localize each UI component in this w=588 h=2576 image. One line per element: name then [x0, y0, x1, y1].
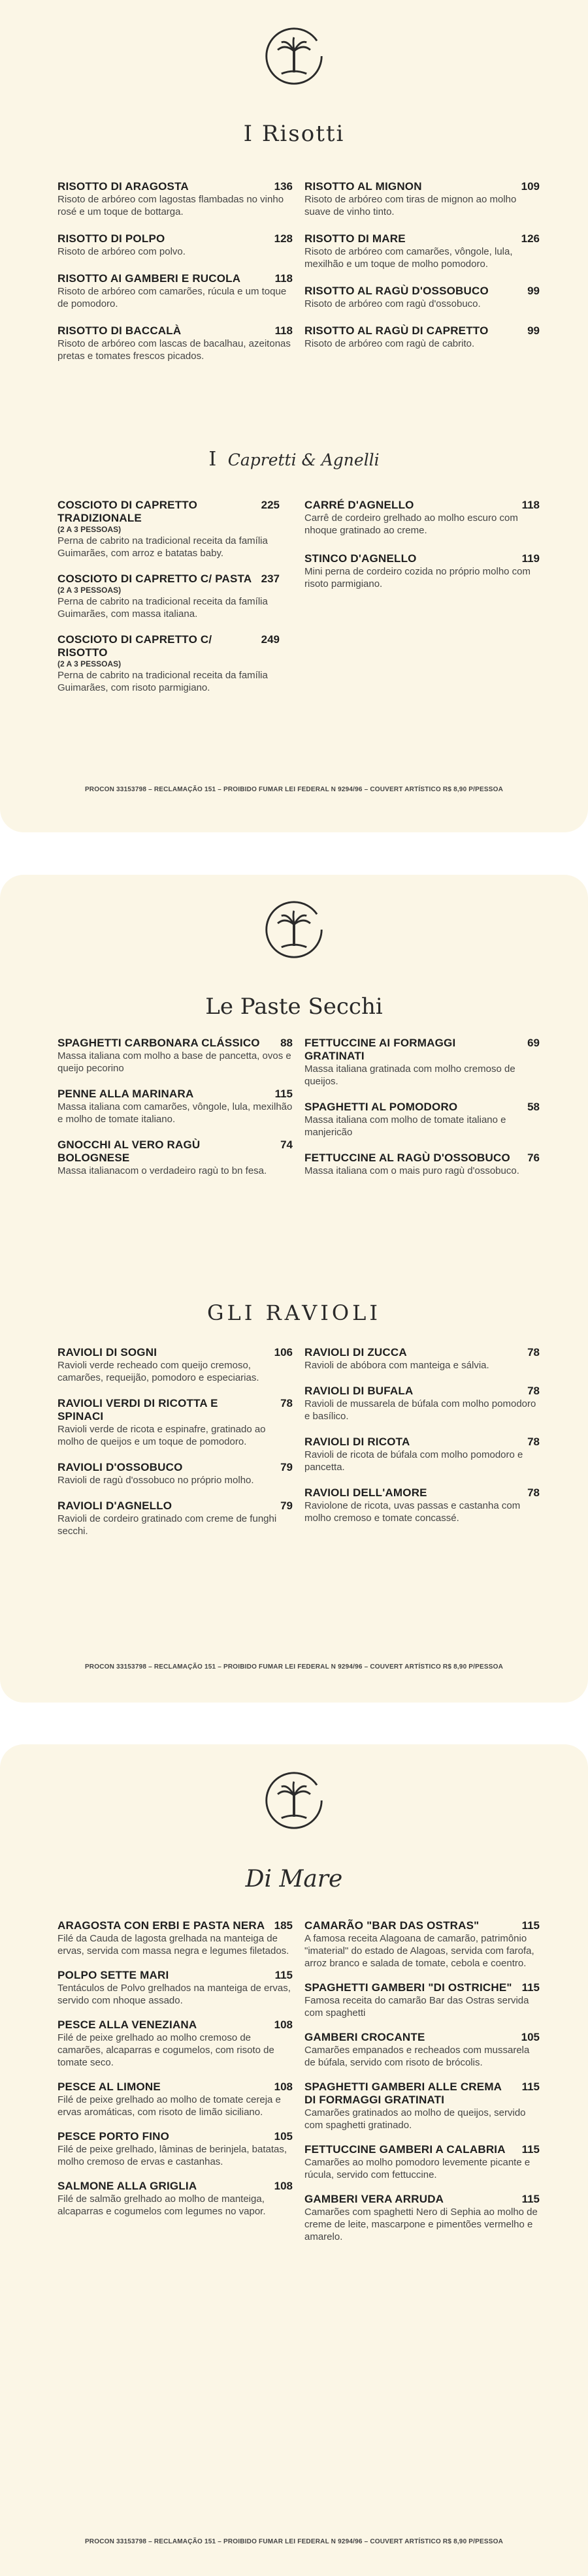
menu-item-price: 126 — [521, 232, 540, 245]
menu-item-name: RAVIOLI DI BUFALA — [304, 1385, 414, 1397]
menu-item-description: Risoto de arbóreo com ragù d'ossobuco. — [304, 298, 481, 309]
menu-item-header — [57, 1461, 293, 1474]
menu-item-serving-size: (2 A 3 PESSOAS) — [57, 586, 122, 595]
mare-left-column — [57, 1919, 293, 2229]
capretti-title-prefix: I — [208, 448, 217, 471]
menu-item-name: SPAGHETTI CARBONARA CLÁSSICO — [57, 1037, 260, 1049]
menu-item-price: 115 — [521, 2081, 540, 2093]
menu-item-header — [304, 2031, 540, 2044]
menu-item-price: 58 — [527, 1101, 540, 1113]
menu-item-description: A famosa receita Alagoana de camarão, patrimônio "imaterial" do estado de Alagoas, servida com farofa, arroz branco e salada de tomate, cebola e coentro. — [304, 1933, 534, 1969]
menu-item-description: Ravioli verde recheado com queijo cremoso, camarões, requeijão, pomodoro e especiarias. — [57, 1360, 259, 1383]
menu-item — [304, 1486, 540, 1524]
menu-item-name: SPAGHETTI GAMBERI ALLE CREMA DI FORMAGGI GRATINATI — [304, 2081, 502, 2106]
menu-item-header — [304, 499, 540, 512]
menu-item-description: Risoto de arbóreo com lascas de bacalhau, azeitonas pretas e tomates frescos picados. — [57, 338, 291, 362]
menu-item — [304, 285, 540, 310]
menu-item-price: 106 — [274, 1346, 293, 1359]
menu-item-description: Mini perna de cordeiro cozida no próprio molho com risoto parmigiano. — [304, 566, 531, 589]
menu-item-price: 78 — [527, 1346, 540, 1359]
menu-item-header — [57, 1397, 293, 1423]
menu-item-description: Filé da Cauda de lagosta grelhada na manteiga de ervas, servida com massa negra e legumes filetados. — [57, 1933, 289, 1956]
menu-item-price: 79 — [280, 1461, 293, 1473]
paste-left-column — [57, 1037, 293, 1190]
menu-item-header — [57, 2018, 293, 2032]
menu-item-price: 88 — [280, 1037, 293, 1049]
menu-item-description: Camarões empanados e recheados com mussarela de búfala, servido com risoto de brócolis. — [304, 2045, 530, 2068]
menu-item — [57, 2018, 293, 2069]
capretti-title-script: Capretti & Agnelli — [227, 450, 380, 469]
menu-item-name: STINCO D'AGNELLO — [304, 552, 417, 565]
menu-item-header — [57, 2130, 293, 2143]
menu-item-price: 78 — [527, 1436, 540, 1448]
section-title-paste: Le Paste Secchi — [205, 994, 383, 1020]
menu-item-price: 115 — [521, 1919, 540, 1932]
menu-item-header — [304, 232, 540, 245]
menu-item — [57, 272, 293, 310]
menu-item-name: CAMARÃO "BAR DAS OSTRAS" — [304, 1919, 480, 1932]
menu-item-name: SPAGHETTI GAMBERI "DI OSTRICHE" — [304, 1981, 512, 1994]
ravioli-left-column — [57, 1346, 293, 1550]
menu-item-description: Ravioli de ragù d'ossobuco no próprio molho. — [57, 1475, 254, 1486]
menu-item-name: RISOTTO DI BACCALÀ — [57, 324, 182, 337]
menu-item-price: 108 — [274, 2180, 293, 2192]
menu-item-description: Filé de peixe grelhado ao molho cremoso de camarões, alcaparras e cogumelos, com risoto de tomate seco. — [57, 2032, 274, 2068]
menu-item-header — [304, 2193, 540, 2206]
menu-item-price: 99 — [527, 324, 540, 337]
menu-item-name: RISOTTO AI GAMBERI E RUCOLA — [57, 272, 241, 285]
menu-item-price: 225 — [261, 499, 280, 511]
menu-item-description: Camarões ao molho pomodoro levemente picante e rúcula, servido com fettuccine. — [304, 2157, 531, 2180]
menu-item — [57, 1500, 293, 1537]
risotti-right-column — [304, 180, 540, 364]
palm-tree-logo-icon — [263, 1769, 325, 1832]
menu-item-header — [57, 499, 280, 525]
menu-item — [304, 552, 540, 590]
menu-item-price: 118 — [274, 272, 293, 285]
menu-item-name: RISOTTO AL RAGÙ D'OSSOBUCO — [304, 285, 489, 297]
menu-item — [304, 180, 540, 218]
menu-item-header — [304, 324, 540, 338]
menu-item-name: FETTUCCINE AL RAGÙ D'OSSOBUCO — [304, 1152, 510, 1164]
menu-item — [57, 1037, 293, 1075]
menu-item-description: Filé de peixe grelhado, lâminas de berinjela, batatas, molho cremoso de ervas e castanhas. — [57, 2144, 287, 2167]
menu-item-header — [304, 1486, 540, 1500]
menu-item-header — [57, 180, 293, 193]
menu-item-price: 115 — [274, 1969, 293, 1981]
menu-item-price: 249 — [261, 633, 280, 646]
menu-item — [304, 1436, 540, 1473]
menu-item-description: Camarões com spaghetti Nero di Sephia ao molho de creme de leite, mascarpone e pimentões vermelho e amarelo. — [304, 2207, 538, 2242]
menu-page-risotti — [0, 0, 588, 832]
menu-item-price: 115 — [521, 1981, 540, 1994]
menu-item-name: RISOTTO DI POLPO — [57, 232, 165, 245]
capretti-left-column — [57, 499, 280, 707]
menu-item-name: POLPO SETTE MARI — [57, 1969, 169, 1981]
menu-item — [57, 2180, 293, 2218]
menu-item-header — [57, 1139, 293, 1165]
menu-item-price: 105 — [274, 2130, 293, 2143]
menu-item-description: Risoto de arbóreo com camarões, rúcula e um toque de pomodoro. — [57, 286, 287, 309]
menu-item-description: Risoto de arbóreo com tiras de mignon ao molho suave de vinho tinto. — [304, 194, 517, 217]
menu-item — [304, 1152, 540, 1177]
paste-right-column — [304, 1037, 540, 1190]
menu-item-description: Perna de cabrito na tradicional receita da família Guimarães, com risoto parmigiano. — [57, 670, 268, 693]
menu-item-name: COSCIOTO DI CAPRETTO C/ PASTA — [57, 573, 252, 585]
menu-item-price: 136 — [274, 180, 293, 193]
menu-item-name: RAVIOLI D'AGNELLO — [57, 1500, 172, 1512]
menu-item — [304, 2193, 540, 2243]
menu-item-name: FETTUCCINE GAMBERI A CALABRIA — [304, 2143, 506, 2156]
menu-item — [304, 232, 540, 270]
menu-item — [304, 2031, 540, 2069]
menu-item-description: Massa italianacom o verdadeiro ragù to bn fesa. — [57, 1165, 267, 1176]
menu-item — [304, 2081, 540, 2131]
menu-item-description: Camarões gratinados ao molho de queijos, servido com spaghetti gratinado. — [304, 2107, 526, 2131]
menu-item-price: 185 — [274, 1919, 293, 1932]
menu-item-name: RISOTTO DI MARE — [304, 232, 406, 245]
menu-item-header — [57, 2081, 293, 2094]
menu-item-header — [57, 633, 280, 659]
menu-item-header — [304, 1385, 540, 1398]
menu-item-name: CARRÉ D'AGNELLO — [304, 499, 414, 511]
menu-item-price: 115 — [274, 1088, 293, 1100]
menu-item-price: 128 — [274, 232, 293, 245]
menu-item-name: GAMBERI CROCANTE — [304, 2031, 425, 2043]
menu-item-header — [57, 573, 280, 586]
menu-item — [57, 232, 293, 258]
menu-item-price: 78 — [527, 1486, 540, 1499]
menu-item — [304, 499, 540, 537]
menu-item-name: ARAGOSTA CON ERBI E PASTA NERA — [57, 1919, 265, 1932]
menu-item-description: Perna de cabrito na tradicional receita da família Guimarães, com massa italiana. — [57, 596, 268, 620]
menu-item-header — [57, 1037, 293, 1050]
menu-item — [57, 1346, 293, 1384]
menu-item-price: 78 — [527, 1385, 540, 1397]
menu-item — [304, 1919, 540, 1970]
menu-item-header — [304, 1152, 540, 1165]
menu-item-price: 76 — [527, 1152, 540, 1164]
menu-item-name: RAVIOLI DI RICOTA — [304, 1436, 410, 1448]
menu-item — [304, 2143, 540, 2181]
menu-item — [304, 1346, 540, 1372]
menu-item-header — [304, 1436, 540, 1449]
menu-item-price: 108 — [274, 2081, 293, 2093]
page-footer: PROCON 33153798 – RECLAMAÇÃO 151 – PROIBIDO FUMAR LEI FEDERAL N 9294/96 – COUVERT ARTÍSTICO R$ 8,90 P/PESSOA — [84, 1663, 504, 1671]
menu-item — [57, 499, 280, 559]
menu-item-description: Risoto de arbóreo com camarões, vôngole, lula, mexilhão e um toque de molho pomodoro. — [304, 246, 513, 270]
menu-item — [57, 1919, 293, 1957]
menu-item-header — [57, 1088, 293, 1101]
menu-item-header — [57, 324, 293, 338]
ravioli-right-column — [304, 1346, 540, 1537]
menu-item-price: 108 — [274, 2018, 293, 2031]
menu-item-description: Massa italiana com molho de tomate italiano e manjericão — [304, 1114, 506, 1138]
menu-item — [304, 1037, 540, 1088]
menu-item-description: Ravioli de mussarela de búfala com molho pomodoro e basílico. — [304, 1398, 536, 1422]
menu-item-header — [304, 180, 540, 193]
palm-tree-logo-icon — [263, 25, 325, 87]
page-footer: PROCON 33153798 – RECLAMAÇÃO 151 – PROIBIDO FUMAR LEI FEDERAL N 9294/96 – COUVERT ARTÍSTICO R$ 8,90 P/PESSOA — [84, 2538, 504, 2545]
capretti-right-column — [304, 499, 540, 606]
menu-item — [304, 1981, 540, 2019]
menu-item-header — [57, 1969, 293, 1982]
menu-item-price: 118 — [274, 324, 293, 337]
menu-item-name: PESCE AL LIMONE — [57, 2081, 161, 2093]
menu-item-header — [57, 232, 293, 245]
menu-item — [57, 1397, 293, 1448]
section-title-risotti: I Risotti — [243, 121, 345, 147]
menu-item — [57, 633, 280, 694]
menu-item-header — [304, 1981, 540, 1994]
menu-item-price: 115 — [521, 2143, 540, 2156]
menu-item-header — [304, 1346, 540, 1359]
section-title-mare: Di Mare — [245, 1866, 343, 1893]
menu-item-name: RAVIOLI DI ZUCCA — [304, 1346, 407, 1359]
menu-item-price: 99 — [527, 285, 540, 297]
menu-item — [57, 1139, 293, 1177]
menu-item-name: SPAGHETTI AL POMODORO — [304, 1101, 458, 1113]
menu-item — [57, 2081, 293, 2118]
menu-item-name: FETTUCCINE AI FORMAGGI GRATINATI — [304, 1037, 456, 1062]
menu-item-description: Risoto de arbóreo com ragù de cabrito. — [304, 338, 475, 349]
menu-item-price: 74 — [280, 1139, 293, 1151]
menu-item-price: 237 — [261, 573, 280, 585]
menu-item — [57, 1088, 293, 1125]
menu-item-description: Perna de cabrito na tradicional receita da família Guimarães, com arroz e batatas baby. — [57, 535, 268, 559]
menu-item-name: COSCIOTO DI CAPRETTO C/ RISOTTO — [57, 633, 212, 659]
menu-item-header — [57, 1919, 293, 1932]
menu-item-name: SALMONE ALLA GRIGLIA — [57, 2180, 197, 2192]
menu-item-description: Tentáculos de Polvo grelhados na manteiga de ervas, servido com nhoque assado. — [57, 1983, 291, 2006]
menu-item-header — [57, 1500, 293, 1513]
menu-item-header — [304, 1919, 540, 1932]
menu-item — [57, 1969, 293, 2007]
menu-item-name: PESCE PORTO FINO — [57, 2130, 170, 2143]
menu-item — [304, 1385, 540, 1422]
menu-item-header — [57, 272, 293, 285]
menu-item — [57, 2130, 293, 2168]
menu-item-description: Famosa receita do camarão Bar das Ostras servida com spaghetti — [304, 1995, 529, 2018]
menu-item-header — [304, 1101, 540, 1114]
menu-item-description: Ravioli de cordeiro gratinado com creme de funghi secchi. — [57, 1513, 277, 1537]
menu-item-name: RAVIOLI D'OSSOBUCO — [57, 1461, 183, 1473]
menu-item-price: 119 — [521, 552, 540, 565]
menu-item-price: 79 — [280, 1500, 293, 1512]
menu-item-header — [57, 1346, 293, 1359]
menu-item-name: RAVIOLI DI SOGNI — [57, 1346, 157, 1359]
menu-item-description: Raviolone de ricota, uvas passas e castanha com molho cremoso e tomate concassé. — [304, 1500, 521, 1524]
menu-item-name: GNOCCHI AL VERO RAGÙ BOLOGNESE — [57, 1139, 201, 1164]
section-title-capretti — [0, 448, 588, 471]
menu-item — [304, 1101, 540, 1139]
menu-item-price: 69 — [527, 1037, 540, 1049]
menu-item-price: 118 — [521, 499, 540, 511]
section-title-ravioli: GLI RAVIOLI — [206, 1300, 382, 1325]
menu-item — [57, 180, 293, 218]
menu-item-name: RISOTTO AL RAGÙ DI CAPRETTO — [304, 324, 489, 337]
risotti-left-column — [57, 180, 293, 377]
menu-item-description: Massa italiana gratinada com molho cremoso de queijos. — [304, 1063, 515, 1087]
menu-item-header — [304, 2081, 540, 2107]
menu-item-description: Filé de salmão grelhado ao molho de manteiga, alcaparras e cogumelos com legumes no vapor. — [57, 2193, 266, 2217]
menu-item — [57, 573, 280, 620]
mare-right-column — [304, 1919, 540, 2255]
palm-tree-logo-icon — [263, 898, 325, 961]
menu-item-description: Risoto de arbóreo com polvo. — [57, 246, 186, 257]
menu-item-price: 109 — [521, 180, 540, 193]
menu-item-name: RAVIOLI VERDI DI RICOTTA E SPINACI — [57, 1397, 218, 1422]
menu-item-description: Ravioli verde de ricota e espinafre, gratinado ao molho de queijos e um toque de pomodoro. — [57, 1424, 266, 1447]
menu-item-description: Massa italiana com molho a base de pancetta, ovos e queijo pecorino — [57, 1050, 291, 1074]
menu-item — [304, 324, 540, 350]
menu-page-paste — [0, 875, 588, 1703]
menu-item-name: COSCIOTO DI CAPRETTO TRADIZIONALE — [57, 499, 198, 524]
menu-item-name: RAVIOLI DELL'AMORE — [304, 1486, 427, 1499]
menu-item-header — [304, 1037, 540, 1063]
menu-item-description: Filé de peixe grelhado ao molho de tomate cereja e ervas aromáticas, com risoto de limão siciliano. — [57, 2094, 281, 2118]
menu-item-description: Risoto de arbóreo com lagostas flambadas no vinho rosé e um toque de bottarga. — [57, 194, 284, 217]
menu-item-header — [304, 552, 540, 565]
menu-item-description: Massa italiana com camarões, vôngole, lula, mexilhão e molho de tomate italiano. — [57, 1101, 293, 1125]
menu-item-serving-size: (2 A 3 PESSOAS) — [57, 525, 122, 534]
menu-item-name: GAMBERI VERA ARRUDA — [304, 2193, 444, 2205]
menu-item-description: Ravioli de abóbora com manteiga e sálvia. — [304, 1360, 489, 1371]
menu-item-name: PESCE ALLA VENEZIANA — [57, 2018, 197, 2031]
menu-item-name: PENNE ALLA MARINARA — [57, 1088, 194, 1100]
menu-item-description: Massa italiana com o mais puro ragù d'ossobuco. — [304, 1165, 519, 1176]
menu-item-header — [304, 285, 540, 298]
menu-item-price: 105 — [521, 2031, 540, 2043]
menu-item-price: 78 — [280, 1397, 293, 1409]
menu-item — [57, 324, 293, 362]
menu-item-name: RISOTTO DI ARAGOSTA — [57, 180, 189, 193]
menu-page-mare — [0, 1744, 588, 2576]
menu-item-description: Ravioli de ricota de búfala com molho pomodoro e pancetta. — [304, 1449, 523, 1473]
menu-item-name: RISOTTO AL MIGNON — [304, 180, 422, 193]
menu-item — [57, 1461, 293, 1486]
menu-item-header — [57, 2180, 293, 2193]
page-footer: PROCON 33153798 – RECLAMAÇÃO 151 – PROIBIDO FUMAR LEI FEDERAL N 9294/96 – COUVERT ARTÍSTICO R$ 8,90 P/PESSOA — [84, 786, 504, 793]
menu-item-description: Carrê de cordeiro grelhado ao molho escuro com nhoque gratinado ao creme. — [304, 512, 518, 536]
menu-item-price: 115 — [521, 2193, 540, 2205]
menu-item-serving-size: (2 A 3 PESSOAS) — [57, 659, 122, 668]
menu-item-header — [304, 2143, 540, 2156]
